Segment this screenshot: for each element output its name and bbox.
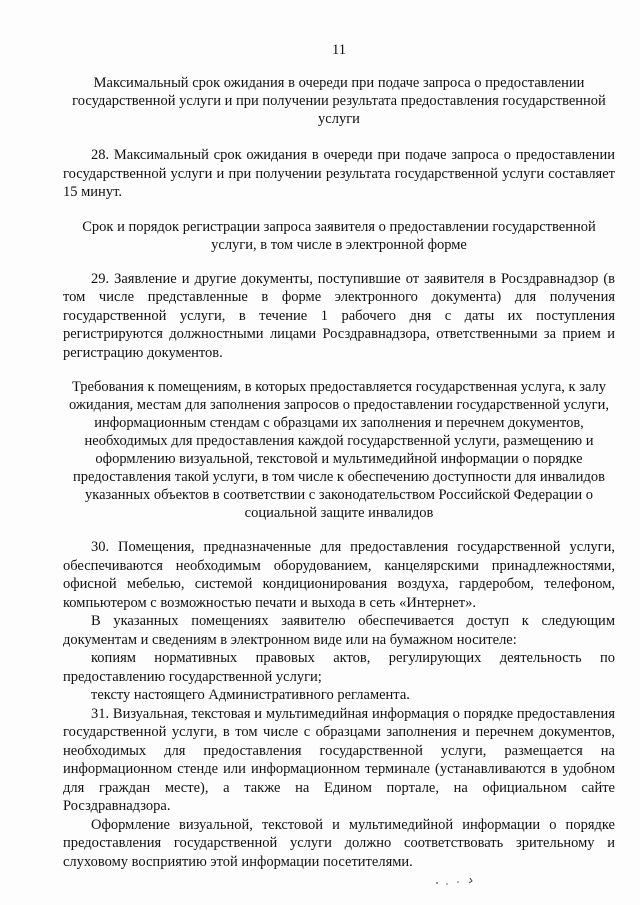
section-heading-registration: Срок и порядок регистрации запроса заявителя о предоставлении государственной услуги, в том числе в электронной форме — [82, 218, 596, 253]
section-heading-premises: Требования к помещениям, в которых предоставляется государственная услуга, к залу ожидания, местам для заполнения запросов о предоставлении государственной услуги, информационным стендам с образцами их заполнения и перечнем документов, необходимых для предоставления каждой государственной услуги, размещению и оформлению визуальной, текстовой и мультимедийной информации о порядке предоставления такой услуги, в том числе к обеспечению доступности для инвалидов указанных объектов в соответствии с законодательством Российской Федерации о социальной защите инвалидов — [69, 379, 609, 521]
section-heading-queue-time: Максимальный срок ожидания в очереди при подаче запроса о предоставлении государственной услуги и при получении результата предоставления государственной услуги — [72, 75, 606, 127]
paragraph-29: 29. Заявление и другие документы, поступившие от заявителя в Росздравнадзор (в том числе представленные в форме электронного документа) для получения государственной услуги, в течение 1 рабочего дня с даты их поступления регистрируются должностными лицами Росздравнадзора, ответственными за прием и регистрацию документов. — [63, 270, 615, 361]
paragraph-access: В указанных помещениях заявителю обеспечивается доступ к следующим документам и сведениям в электронном виде или на бумажном носителе: — [63, 613, 615, 648]
paragraph-31: 31. Визуальная, текстовая и мультимедийная информация о порядке предоставления государственной услуги, в том числе с образцами заполнения и перечнем документов, необходимых для предоставления государственной услуги, размещается на информационном стенде или информационном терминале (устанавливаются в удобном для граждан месте), а также на Едином портале, на официальном сайте Росздравнадзора. — [63, 705, 615, 814]
scan-mark — [434, 874, 478, 888]
paragraph-copies: копиям нормативных правовых актов, регулирующих деятельность по предоставлению государственной услуги; — [63, 650, 615, 685]
paragraph-28: 28. Максимальный срок ожидания в очереди при подаче запроса о предоставлении государственной услуги и при получении результата государственной услуги составляет 15 минут. — [63, 147, 615, 200]
paragraph-design: Оформление визуальной, текстовой и мультимедийной информации о порядке предоставления государственной услуги должно соответствовать зрительному и слуховому восприятию этой информации посетителями. — [63, 816, 615, 870]
paragraph-text: тексту настоящего Административного регламента. — [91, 687, 410, 703]
page-number: 11 — [332, 42, 346, 58]
paragraph-30: 30. Помещения, предназначенные для предоставления государственной услуги, обеспечиваются необходимым оборудованием, канцелярскими принадлежностями, офисной мебелью, системой кондиционирования воздуха, гардеробом, телефоном, компьютером с возможностью печати и выхода в сеть «Интернет». — [63, 539, 615, 611]
